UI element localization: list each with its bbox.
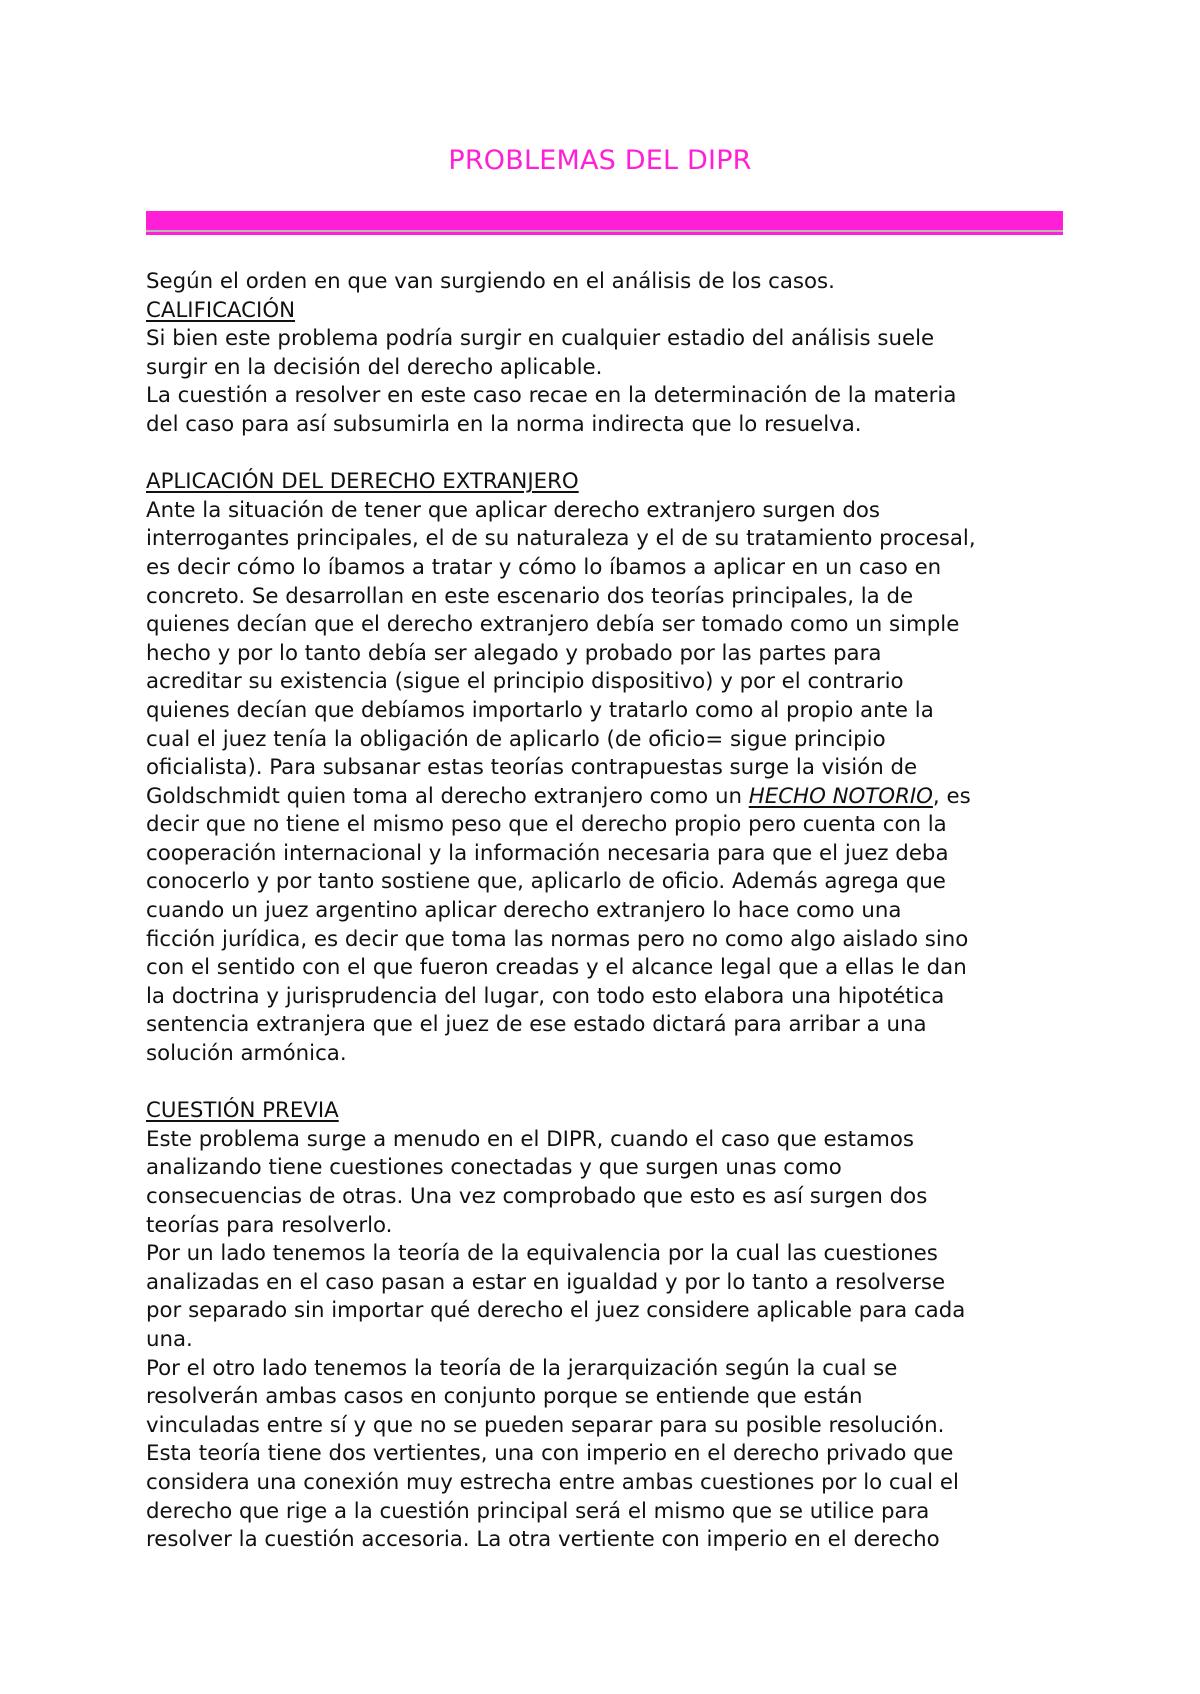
paragraph-line: ficción jurídica, es decir que toma las normas pero no como algo aislado sino (146, 926, 969, 952)
paragraph-line: cual el juez tenía la obligación de aplicarlo (de oficio= sigue principio (146, 726, 886, 752)
paragraph-line: considera una conexión muy estrecha entre ambas cuestiones por lo cual el (146, 1469, 959, 1495)
document-body (146, 268, 1076, 1555)
section-heading-calificacion: CALIFICACIÓN (146, 297, 296, 323)
paragraph-line: del caso para así subsumirla en la norma indirecta que lo resuelva. (146, 411, 862, 437)
paragraph-line: analizadas en el caso pasan a estar en igualdad y por lo tanto a resolverse (146, 1269, 946, 1295)
paragraph-line: surgir en la decisión del derecho aplicable. (146, 354, 603, 380)
paragraph-line: decir que no tiene el mismo peso que el derecho propio pero cuenta con la (146, 812, 947, 838)
paragraph-line: con el sentido con el que fueron creadas y el alcance legal que a ellas le dan (146, 955, 967, 981)
section-heading-aplicacion: APLICACIÓN DEL DERECHO EXTRANJERO (146, 469, 579, 495)
paragraph-line: derecho que rige a la cuestión principal será el mismo que se utilice para (146, 1498, 930, 1524)
paragraph-line: resolverán ambas casos en conjunto porque se entiende que están (146, 1384, 863, 1410)
paragraph-line: concreto. Se desarrollan en este escenario dos teorías principales, la de (146, 583, 914, 609)
paragraph-line: quienes decían que el derecho extranjero debía ser tomado como un simple (146, 612, 960, 638)
paragraph-line: Este problema surge a menudo en el DIPR, cuando el caso que estamos (146, 1126, 914, 1152)
paragraph-line: conocerlo y por tanto sostiene que, aplicarlo de oficio. Además agrega que (146, 869, 946, 895)
paragraph-line: solución armónica. (146, 1041, 347, 1067)
paragraph-line-hecho-notorio (146, 783, 1076, 812)
paragraph-line: teorías para resolverlo. (146, 1212, 393, 1238)
paragraph-line: Por el otro lado tenemos la teoría de la jerarquización según la cual se (146, 1355, 898, 1381)
paragraph-line: vinculadas entre sí y que no se pueden separar para su posible resolución. (146, 1412, 945, 1438)
paragraph-line: quienes decían que debíamos importarlo y tratarlo como al propio ante la (146, 697, 934, 723)
paragraph-line: analizando tiene cuestiones conectadas y que surgen unas como (146, 1155, 842, 1181)
paragraph-line: una. (146, 1326, 193, 1352)
paragraph-line: Esta teoría tiene dos vertientes, una con imperio en el derecho privado que (146, 1441, 954, 1467)
paragraph-line: hecho y por lo tanto debía ser alegado y probado por las partes para (146, 640, 882, 666)
paragraph-line: Ante la situación de tener que aplicar derecho extranjero surgen dos (146, 497, 881, 523)
section-heading-cuestion-previa: CUESTIÓN PREVIA (146, 1098, 339, 1124)
paragraph-line: cooperación internacional y la información necesaria para que el juez deba (146, 840, 949, 866)
paragraph-line: consecuencias de otras. Una vez comprobado que esto es así surgen dos (146, 1184, 928, 1209)
text-run: Goldschmidt quien toma al derecho extranjero como un (146, 783, 749, 809)
emphasized-term: HECHO NOTORIO (748, 783, 933, 809)
paragraph-spacer (146, 440, 1076, 469)
paragraph-line: cuando un juez argentino aplicar derecho extranjero lo hace como una (146, 898, 902, 924)
paragraph-line: oficialista). Para subsanar estas teorías contrapuestas surge la visión de (146, 755, 918, 781)
paragraph-line: es decir cómo lo íbamos a tratar y cómo lo íbamos a aplicar en un caso en (146, 554, 942, 580)
text-run: , es (932, 783, 971, 809)
title-divider-line (146, 230, 1063, 232)
paragraph-line: sentencia extranjera que el juez de ese estado dictará para arribar a una (146, 1012, 927, 1038)
paragraph-line: acreditar su existencia (sigue el principio dispositivo) y por el contrario (146, 669, 904, 695)
paragraph-spacer (146, 1069, 1076, 1098)
paragraph-line: resolver la cuestión accesoria. La otra vertiente con imperio en el derecho (146, 1527, 940, 1553)
paragraph-line: la doctrina y jurisprudencia del lugar, con todo esto elabora una hipotética (146, 983, 945, 1009)
document-title: PROBLEMAS DEL DIPR (448, 145, 752, 176)
paragraph-line: Por un lado tenemos la teoría de la equivalencia por la cual las cuestiones (146, 1241, 938, 1267)
intro-line: Según el orden en que van surgiendo en el análisis de los casos. (146, 269, 835, 294)
paragraph-line: Si bien este problema podría surgir en cualquier estadio del análisis suele (146, 326, 935, 352)
paragraph-line: por separado sin importar qué derecho el juez considere aplicable para cada (146, 1298, 966, 1324)
paragraph-line: interrogantes principales, el de su naturaleza y el de su tratamiento procesal, (146, 526, 976, 552)
paragraph-line: La cuestión a resolver en este caso recae en la determinación de la materia (146, 383, 957, 409)
